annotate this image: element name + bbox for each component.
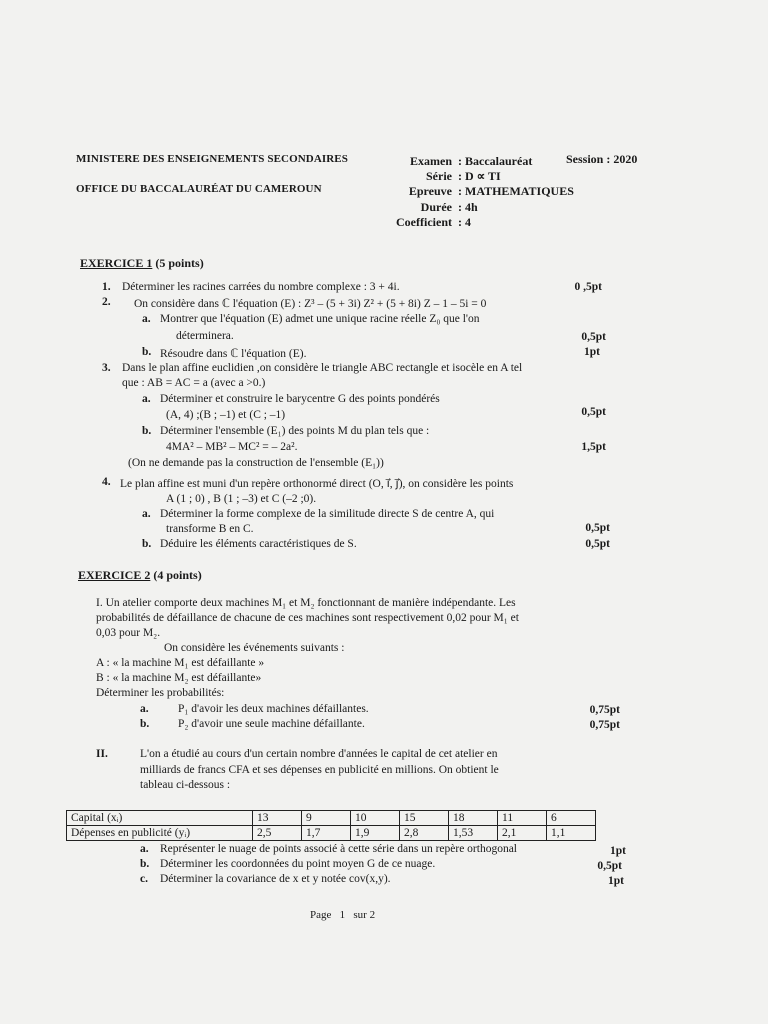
ex2-qa-number: a. bbox=[140, 843, 149, 855]
ex1-q3b-number: b. bbox=[142, 425, 152, 437]
ex2-pb-text: P₂ d'avoir une seule machine défaillante. bbox=[178, 718, 365, 730]
ex1-q4-number: 4. bbox=[102, 476, 111, 488]
ex2-qc-number: c. bbox=[140, 873, 148, 885]
ex2-event-a: A : « la machine M₁ est défaillante » bbox=[96, 657, 265, 669]
ex2-qb-points: 0,5pt bbox=[597, 860, 622, 872]
ex2-part1-line1: I. Un atelier comporte deux machines M₁ et M₂ fonctionnant de manière indépendante. Les bbox=[96, 597, 516, 609]
ex1-q4a-points: 0,5pt bbox=[585, 522, 610, 534]
coefficient-label: Coefficient bbox=[396, 215, 452, 229]
ex1-q2-text: On considère dans ℂ l'équation (E) : Z³ – (5 + 3i) Z² + (5 + 8i) Z – 1 – 5i = 0 bbox=[134, 298, 487, 310]
ex1-q2-number: 2. bbox=[102, 296, 111, 308]
ex1-q4a-number: a. bbox=[142, 508, 151, 520]
ex2-part2-line3: tableau ci-dessous : bbox=[140, 779, 231, 791]
table-row-label: Dépenses en publicité (yᵢ) bbox=[67, 826, 253, 841]
ex2-qa-text: Représenter le nuage de points associé à cette série dans un repère orthogonal bbox=[160, 843, 517, 855]
ex1-q4b-points: 0,5pt bbox=[585, 538, 610, 550]
ex1-q3-note: (On ne demande pas la construction de l'ensemble (E₁)) bbox=[128, 457, 384, 469]
serie-label: Série bbox=[426, 169, 452, 183]
ex1-q3b-line1: Déterminer l'ensemble (E₁) des points M du plan tels que : bbox=[160, 425, 430, 437]
ex2-part2-number: II. bbox=[96, 748, 108, 760]
office-name: OFFICE DU BACCALAURÉAT DU CAMEROUN bbox=[76, 183, 322, 195]
table-cell: 2,1 bbox=[498, 826, 547, 841]
table-cell: 1,9 bbox=[351, 826, 400, 841]
exercise1-points: (5 points) bbox=[155, 256, 204, 270]
ministry-name: MINISTERE DES ENSEIGNEMENTS SECONDAIRES bbox=[76, 153, 348, 165]
ex1-q4b-number: b. bbox=[142, 538, 152, 550]
table-cell: 2,5 bbox=[253, 826, 302, 841]
ex2-part1-line3: 0,03 pour M₂. bbox=[96, 627, 161, 639]
epreuve-value: : MATHEMATIQUES bbox=[458, 184, 574, 198]
ex2-pb-points: 0,75pt bbox=[589, 719, 620, 731]
exercise2-points: (4 points) bbox=[153, 568, 202, 582]
ex1-q3a-line2: (A, 4) ;(B ; –1) et (C ; –1) bbox=[166, 409, 286, 421]
ex2-part1-line2: probabilités de défaillance de chacune de ces machines sont respectivement 0,02 pour M₁ et bbox=[96, 612, 519, 624]
ex1-q4a-line2: transforme B en C. bbox=[166, 523, 254, 535]
ex2-qa-points: 1pt bbox=[610, 845, 626, 857]
ex1-q4a-line1: Déterminer la forme complexe de la similitude directe S de centre A, qui bbox=[160, 508, 495, 520]
ex1-q1-text: Déterminer les racines carrées du nombre complexe : 3 + 4i. bbox=[122, 281, 400, 293]
exam-label: Examen bbox=[410, 154, 452, 168]
table-cell: 1,53 bbox=[449, 826, 498, 841]
exercise2-heading bbox=[78, 568, 202, 583]
ex1-q4b-text: Déduire les éléments caractéristiques de S. bbox=[160, 538, 357, 550]
table-cell: 15 bbox=[400, 811, 449, 826]
table-cell: 11 bbox=[498, 811, 547, 826]
duree-label: Durée bbox=[420, 200, 452, 214]
exam-value: : Baccalauréat bbox=[458, 154, 533, 168]
ex2-pa-number: a. bbox=[140, 703, 149, 715]
exercise1-heading bbox=[80, 256, 204, 271]
ex1-q2b-points: 1pt bbox=[584, 346, 600, 358]
ex2-event-b: B : « la machine M₂ est défaillante» bbox=[96, 672, 262, 684]
page-footer: Page 1 sur 2 bbox=[310, 909, 376, 921]
serie-value: : D ∝ TI bbox=[458, 169, 501, 183]
ex1-q2b-text: Résoudre dans ℂ l'équation (E). bbox=[160, 348, 307, 360]
table-cell: 13 bbox=[253, 811, 302, 826]
ex2-pb-number: b. bbox=[140, 718, 150, 730]
ex2-part2-line1: L'on a étudié au cours d'un certain nombre d'années le capital de cet atelier en bbox=[140, 748, 498, 760]
duree-value: : 4h bbox=[458, 200, 478, 214]
ex1-q2a-points: 0,5pt bbox=[581, 331, 606, 343]
table-cell: 6 bbox=[547, 811, 596, 826]
ex1-q3b-points: 1,5pt bbox=[581, 441, 606, 453]
table-cell: 10 bbox=[351, 811, 400, 826]
table-cell: 1,7 bbox=[302, 826, 351, 841]
exercise1-title: EXERCICE 1 bbox=[80, 256, 153, 270]
epreuve-label: Epreuve bbox=[408, 184, 452, 198]
ex1-q3-line2: que : AB = AC = a (avec a >0.) bbox=[122, 377, 266, 389]
table-row bbox=[67, 811, 596, 826]
coefficient-value: : 4 bbox=[458, 215, 471, 229]
ex2-events-intro: On considère les événements suivants : bbox=[164, 642, 345, 654]
ex1-q2a-line1: Montrer que l'équation (E) admet une unique racine réelle Z₀ que l'on bbox=[160, 313, 480, 325]
ex1-q2b-number: b. bbox=[142, 346, 152, 358]
ex1-q3a-number: a. bbox=[142, 393, 151, 405]
ex1-q1-number: 1. bbox=[102, 281, 111, 293]
table-cell: 1,1 bbox=[547, 826, 596, 841]
ex1-q3-line1: Dans le plan affine euclidien ,on considère le triangle ABC rectangle et isocèle en A tel bbox=[122, 362, 523, 374]
ex1-q2a-number: a. bbox=[142, 313, 151, 325]
ex1-q3b-line2: 4MA² – MB² – MC² = – 2a². bbox=[166, 441, 298, 453]
table-row-label: Capital (xᵢ) bbox=[67, 811, 253, 826]
ex2-pa-text: P₁ d'avoir les deux machines défaillantes. bbox=[178, 703, 369, 715]
ex2-qb-text: Déterminer les coordonnées du point moyen G de ce nuage. bbox=[160, 858, 436, 870]
ex1-q4-line2: A (1 ; 0) , B (1 ; –3) et C (–2 ;0). bbox=[166, 493, 317, 505]
ex1-q3a-points: 0,5pt bbox=[581, 406, 606, 418]
data-table bbox=[66, 810, 596, 841]
table-cell: 18 bbox=[449, 811, 498, 826]
table-cell: 2,8 bbox=[400, 826, 449, 841]
ex1-q4-line1: Le plan affine est muni d'un repère orthonormé direct (O, i⃗, j⃗), on considère les points bbox=[120, 478, 514, 490]
session-value: Session : 2020 bbox=[566, 152, 638, 166]
ex2-part2-line2: milliards de francs CFA et ses dépenses en publicité en millions. On obtient le bbox=[140, 764, 499, 776]
ex1-q3a-line1: Déterminer et construire le barycentre G des points pondérés bbox=[160, 393, 440, 405]
ex2-qc-text: Déterminer la covariance de x et y notée cov(x,y). bbox=[160, 873, 391, 885]
table-row bbox=[67, 826, 596, 841]
ex2-determine-prob: Déterminer les probabilités: bbox=[96, 687, 225, 699]
ex2-pa-points: 0,75pt bbox=[589, 704, 620, 716]
ex2-qc-points: 1pt bbox=[608, 875, 624, 887]
ex2-qb-number: b. bbox=[140, 858, 150, 870]
ex1-q1-points: 0 ,5pt bbox=[574, 281, 602, 293]
exercise2-title: EXERCICE 2 bbox=[78, 568, 151, 582]
ex1-q2a-line2: déterminera. bbox=[176, 330, 234, 342]
ex1-q3-number: 3. bbox=[102, 362, 111, 374]
table-cell: 9 bbox=[302, 811, 351, 826]
